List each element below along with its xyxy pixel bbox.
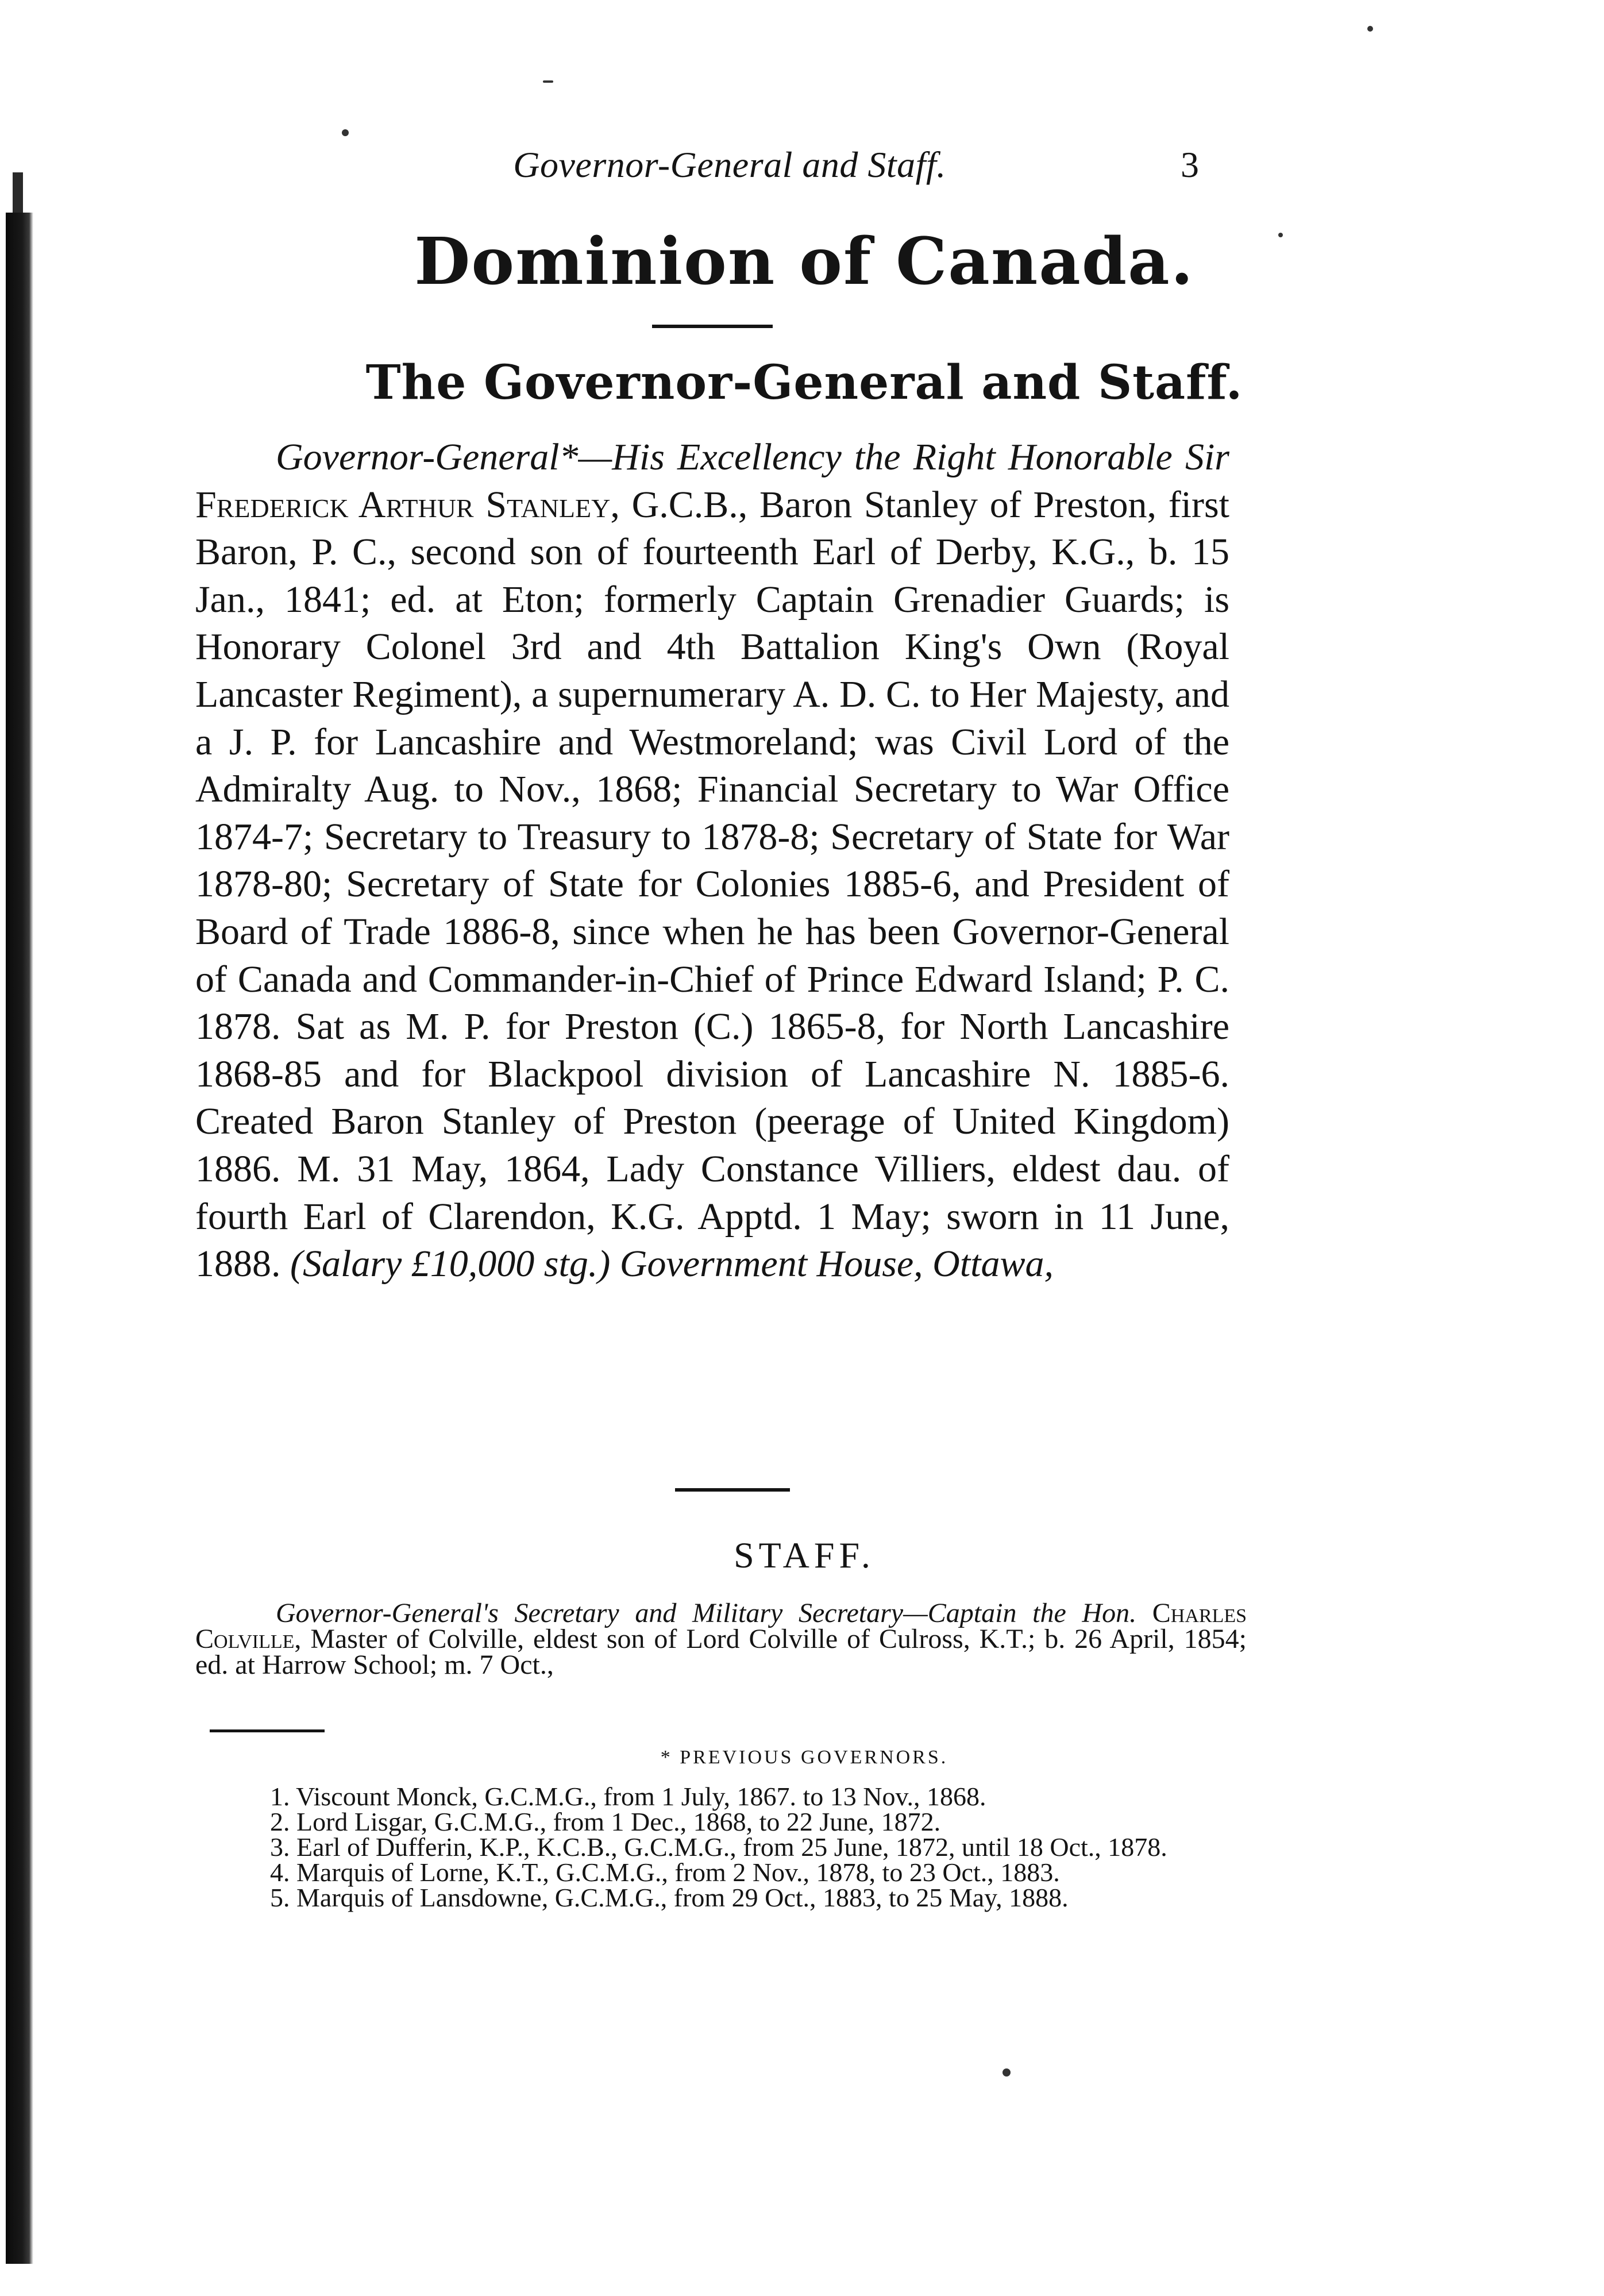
ink-speck [342, 129, 349, 136]
page-number: 3 [1181, 144, 1199, 185]
previous-governors-list [195, 1784, 1247, 1910]
staff-heading: STAFF. [734, 1535, 875, 1575]
list-item: 1. Viscount Monck, G.C.M.G., from 1 July, 1867. to 13 Nov., 1868. [270, 1782, 986, 1811]
page-title: Dominion of Canada. [414, 224, 1194, 299]
staff-entry [195, 1600, 1247, 1678]
running-head: Governor-General and Staff. [513, 144, 946, 185]
staff-name: Charles Colville [195, 1598, 1247, 1654]
address: Government House, Ottawa, [619, 1243, 1054, 1285]
ink-speck [1002, 2068, 1011, 2077]
list-item: 2. Lord Lisgar, G.C.M.G., from 1 Dec., 1868, to 22 June, 1872. [270, 1807, 941, 1836]
list-item: 4. Marquis of Lorne, K.T., G.C.M.G., from 2 Nov., 1878, to 23 Oct., 1883. [270, 1858, 1060, 1887]
entry-body: , G.C.B., Baron Stanley of Preston, first Baron, P. C., second son of fourteenth Earl of Derby, K.G., b. 15 Jan., 1841; ed. at Eton; formerly Captain Grenadier Guards; is Honorary Colonel 3rd and 4th Battalion King's Own (Royal Lancaster Regiment), a supernumerary A. D. C. to Her Majesty, and a J. P. for Lancashire and Westmoreland; was Civil Lord of the Admiralty Aug. to Nov., 1868; Financial Secretary to War Office 1874-7; Secretary to Treasury to 1878-8; Secretary of State for War 1878-80; Secretary of State for Colonies 1885-6, and President of Board of Trade 1886-8, since when he has been Governor-General of Canada and Commander-in-Chief of Prince Edward Island; P. C. 1878. Sat as M. P. for Preston (C.) 1865-8, for North Lancashire 1868-85 and for Blackpool division of Lancashire N. 1885-6. Created Baron Stanley of Preston (peerage of United Kingdom) 1886. M. 31 May, 1864, Lady Constance Villiers, eldest dau. of fourth Earl of Clarendon, K.G. Apptd. 1 May; sworn in 11 June, 1888. [195, 483, 1230, 1285]
section-title: The Governor-General and Staff. [365, 355, 1243, 410]
footnote-heading: * PREVIOUS GOVERNORS. [660, 1747, 948, 1768]
section-rule [675, 1488, 790, 1492]
title-rule [652, 325, 773, 328]
entry-lead: Governor-General*—His Excellency the Right Honorable Sir [276, 436, 1229, 478]
list-item: 5. Marquis of Lansdowne, G.C.M.G., from 29 Oct., 1883, to 25 May, 1888. [270, 1883, 1069, 1912]
staff-body: , Master of Colville, eldest son of Lord Colville of Culross, K.T.; b. 26 April, 1854; ed. at Harrow School; m. 7 Oct., [195, 1624, 1247, 1680]
salary: (Salary £10,000 stg.) [290, 1243, 611, 1285]
governor-general-entry [195, 434, 1229, 1288]
staff-lead: Governor-General's Secretary and Military Secretary—Captain the Hon. [276, 1598, 1137, 1628]
ink-speck [543, 80, 553, 83]
person-name: Frederick Arthur Stanley [195, 483, 611, 526]
binding-edge [6, 213, 33, 2264]
ink-speck [1367, 26, 1373, 32]
footnote-rule [210, 1729, 325, 1732]
list-item: 3. Earl of Dufferin, K.P., K.C.B., G.C.M.G., from 25 June, 1872, until 18 Oct., 1878. [270, 1832, 1167, 1862]
